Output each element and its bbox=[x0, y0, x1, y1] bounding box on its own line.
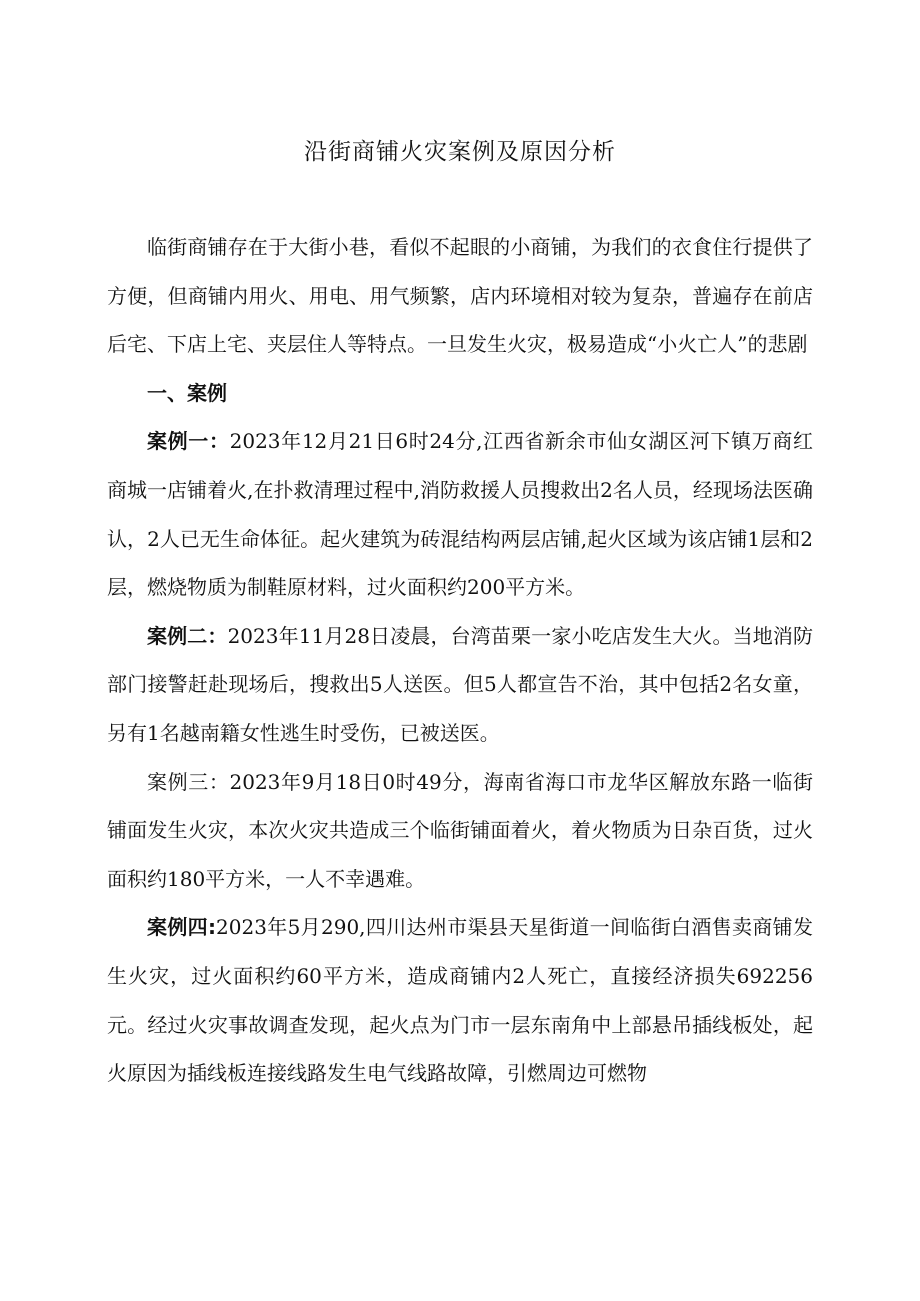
case-paragraph-3 bbox=[107, 758, 813, 904]
document-body bbox=[107, 223, 813, 1098]
document-title: 沿街商铺火灾案例及原因分析 bbox=[304, 139, 616, 165]
case-text-3: 2023年9月18日0时49分，海南省海口市龙华区解放东路一临街铺面发生火灾，本次火灾共造成三个临街铺面着火，着火物质为日杂百货，过火面积约180平方米，一人不幸遇难。 bbox=[107, 769, 813, 891]
case-label-4: 案例四: bbox=[147, 915, 217, 940]
case-text-2: 2023年11月28日凌晨，台湾苗栗一家小吃店发生大火。当地消防部门接警赶赴现场后，搜救出5人送医。但5人都宣告不治，其中包括2名女童，另有1名越南籍女性逃生时受伤，已被送医。 bbox=[107, 623, 814, 745]
case-text-4: 2023年5月290,四川达州市渠县天星街道一间临街白酒售卖商铺发生火灾，过火面积约60平方米，造成商铺内2人死亡，直接经济损失692256元。经过火灾事故调查发现，起火点为门市一层东南角中上部悬吊插线板处，起火原因为插线板连接线路发生电气线路故障，引燃周边可燃物 bbox=[107, 915, 814, 1086]
case-label-3: 案例三： bbox=[147, 769, 230, 794]
case-label-2: 案例二： bbox=[147, 623, 228, 648]
section-heading-cases: 一、案例 bbox=[147, 380, 227, 405]
case-label-1: 案例一： bbox=[147, 429, 230, 454]
case-paragraph-4 bbox=[107, 903, 813, 1097]
intro-paragraph: 临街商铺存在于大街小巷，看似不起眼的小商铺，为我们的衣食住行提供了方便，但商铺内用火、用电、用气频繁，店内环境相对较为复杂，普遍存在前店后宅、下店上宅、夹层住人等特点。一旦发生火灾，极易造成“小火亡人”的悲剧 bbox=[107, 235, 813, 357]
case-paragraph-2 bbox=[107, 612, 813, 758]
case-paragraph-1 bbox=[107, 417, 813, 611]
case-text-1: 2023年12月21日6时24分,江西省新余市仙女湖区河下镇万商红商城一店铺着火,在扑救清理过程中,消防救援人员搜救出2名人员，经现场法医确认，2人已无生命体征。起火建筑为砖混结构两层店铺,起火区域为该店铺1层和2层，燃烧物质为制鞋原材料，过火面积约200平方米。 bbox=[107, 429, 814, 600]
